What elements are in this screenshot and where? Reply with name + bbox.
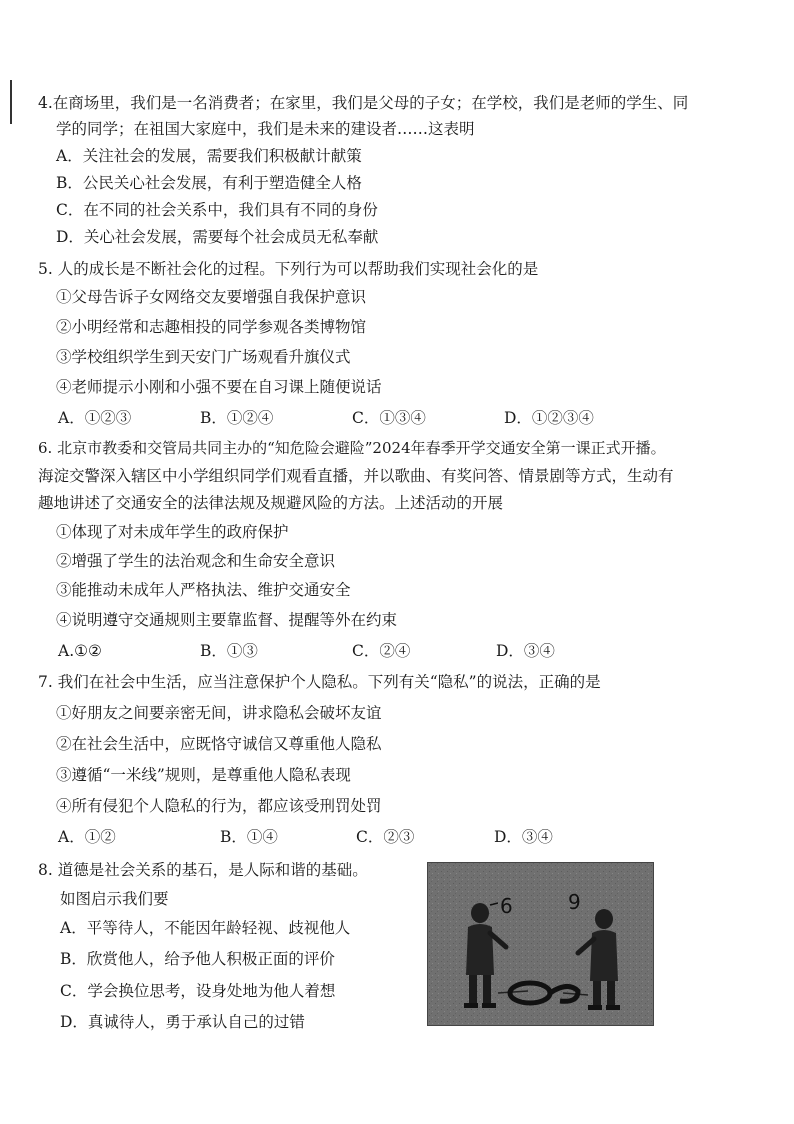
- question-number: 6.: [38, 439, 53, 457]
- question-stem: 如图启示我们要: [60, 890, 169, 908]
- statement-item: ③遵循“一米线”规则，是尊重他人隐私表现: [56, 766, 351, 784]
- question-stem: 北京市教委和交管局共同主办的“知危险会避险”2024年春季开学交通安全第一课正式开播。: [57, 439, 666, 457]
- choice-c[interactable]: C．②③: [356, 828, 415, 846]
- statement-item: ①父母告诉子女网络交友要增强自我保护意识: [56, 288, 367, 306]
- left-speech-label: 6: [500, 894, 513, 918]
- option-a[interactable]: A．关注社会的发展，需要我们积极献计献策: [56, 147, 362, 165]
- statement-item: ②小明经常和志趣相投的同学参观各类博物馆: [56, 318, 367, 336]
- statement-item: ③能推动未成年人严格执法、维护交通安全: [56, 581, 351, 599]
- choice-d[interactable]: D．③④: [496, 642, 555, 660]
- option-a[interactable]: A．平等待人，不能因年龄轻视、歧视他人: [60, 919, 351, 937]
- question-stem: 我们在社会中生活，应当注意保护个人隐私。下列有关“隐私”的说法，正确的是: [57, 673, 601, 691]
- option-b[interactable]: B．公民关心社会发展，有利于塑造健全人格: [56, 174, 362, 192]
- statement-item: ④说明遵守交通规则主要靠监督、提醒等外在约束: [56, 611, 398, 629]
- option-c[interactable]: C．在不同的社会关系中，我们具有不同的身份: [56, 201, 378, 219]
- choice-row: [56, 641, 696, 661]
- question-stem: 学的同学；在祖国大家庭中，我们是未来的建设者……这表明: [56, 120, 475, 138]
- margin-line: [10, 80, 12, 124]
- choice-a[interactable]: A．①②: [58, 828, 116, 846]
- choice-c[interactable]: C．②④: [352, 642, 411, 660]
- statement-item: ②增强了学生的法治观念和生命安全意识: [56, 552, 336, 570]
- statement-item: ④老师提示小刚和小强不要在自习课上随便说话: [56, 378, 382, 396]
- choice-a[interactable]: A．①②③: [58, 409, 132, 427]
- option-d[interactable]: D．真诚待人，勇于承认自己的过错: [60, 1013, 305, 1031]
- question-number: 7.: [38, 673, 53, 691]
- statement-item: ①体现了对未成年学生的政府保护: [56, 523, 289, 541]
- statement-item: ①好朋友之间要亲密无间，讲求隐私会破坏友谊: [56, 704, 382, 722]
- choice-d[interactable]: D．③④: [494, 828, 553, 846]
- question-number: 5.: [38, 260, 53, 278]
- choice-row: [56, 827, 696, 847]
- right-speech-label: 9: [568, 890, 581, 914]
- option-d[interactable]: D．关心社会发展，需要每个社会成员无私奉献: [56, 228, 379, 246]
- choice-b[interactable]: B．①④: [220, 828, 278, 846]
- question-stem: 道德是社会关系的基石，是人际和谐的基础。: [57, 861, 368, 879]
- option-c[interactable]: C．学会换位思考，设身处地为他人着想: [60, 982, 336, 1000]
- statement-item: ②在社会生活中，应既恪守诚信又尊重他人隐私: [56, 735, 382, 753]
- choice-c[interactable]: C．①③④: [352, 409, 426, 427]
- choice-b[interactable]: B．①②④: [200, 409, 274, 427]
- choice-row: [56, 408, 696, 428]
- question-stem: 在商场里，我们是一名消费者；在家里，我们是父母的子女；在学校，我们是老师的学生、同: [52, 94, 689, 112]
- question-number: 4.: [38, 94, 53, 112]
- cartoon-illustration: [428, 863, 653, 1025]
- question-number: 8.: [38, 861, 53, 879]
- option-b[interactable]: B．欣赏他人，给予他人积极正面的评价: [60, 950, 335, 968]
- statement-item: ④所有侵犯个人隐私的行为，都应该受刑罚处罚: [56, 797, 382, 815]
- question-stem: 趣地讲述了交通安全的法律法规及规避风险的方法。上述活动的开展: [38, 494, 504, 512]
- question-stem: 海淀交警深入辖区中小学组织同学们观看直播，并以歌曲、有奖问答、情景剧等方式，生动有: [38, 467, 674, 485]
- cartoon-figure: [427, 862, 654, 1026]
- question-stem: 人的成长是不断社会化的过程。下列行为可以帮助我们实现社会化的是: [57, 260, 539, 278]
- choice-b[interactable]: B．①③: [200, 642, 258, 660]
- choice-d[interactable]: D．①②③④: [504, 409, 594, 427]
- statement-item: ③学校组织学生到天安门广场观看升旗仪式: [56, 348, 351, 366]
- choice-a[interactable]: A.①②: [58, 642, 102, 660]
